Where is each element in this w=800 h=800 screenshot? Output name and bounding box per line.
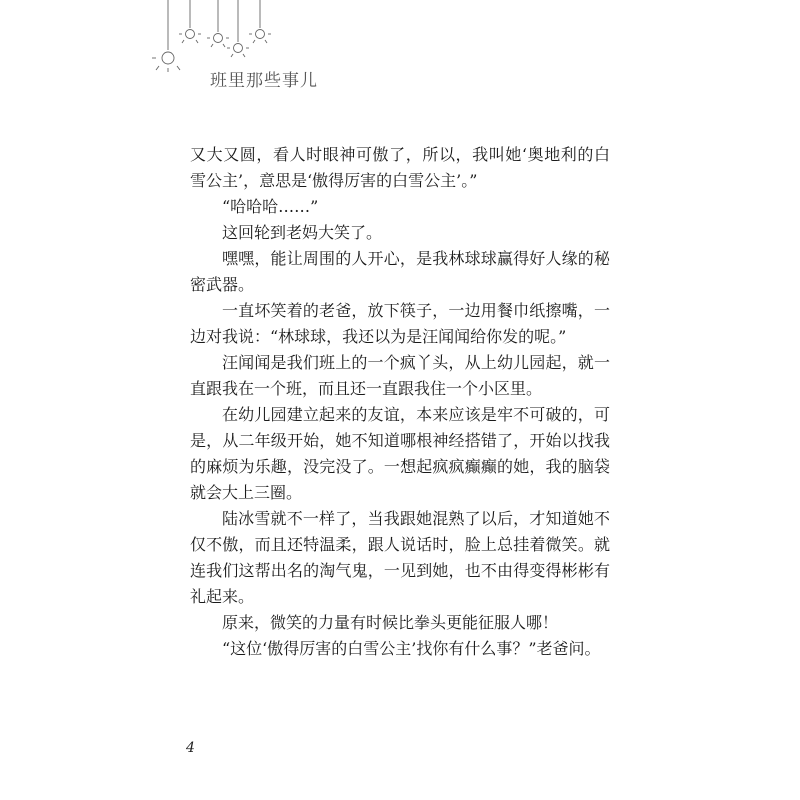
running-header-title: 班里那些事儿 xyxy=(210,71,318,91)
page-number: 4 xyxy=(186,740,195,756)
paragraph: 陆冰雪就不一样了，当我跟她混熟了以后，才知道她不仅不傲，而且还特温柔，跟人说话时，脸上总挂着微笑。就连我们这帮出名的淘气鬼，一见到她，也不由得变得彬彬有礼起来。 xyxy=(190,509,610,606)
paragraph: 原来，微笑的力量有时候比拳头更能征服人哪！ xyxy=(222,613,559,632)
paragraph: 在幼儿园建立起来的友谊，本来应该是牢不可破的，可是，从二年级开始，她不知道哪根神经搭错了，开始以找我的麻烦为乐趣，没完没了。一想起疯疯癫癫的她，我的脑袋就会大上三圈。 xyxy=(190,405,610,502)
paragraph: “哈哈哈……” xyxy=(222,197,319,216)
paragraph: 嘿嘿，能让周围的人开心，是我林球球赢得好人缘的秘密武器。 xyxy=(190,249,610,294)
paragraph: 一直坏笑着的老爸，放下筷子，一边用餐巾纸擦嘴，一边对我说：“林球球，我还以为是汪闻闻给你发的呢。” xyxy=(190,301,610,346)
paragraph: 又大又圆，看人时眼神可傲了，所以，我叫她‘奥地利的白雪公主’，意思是‘傲得厉害的白雪公主’。” xyxy=(190,145,610,190)
paragraph: 汪闻闻是我们班上的一个疯丫头，从上幼儿园起，就一直跟我在一个班，而且还一直跟我住一个小区里。 xyxy=(190,353,610,398)
story-text xyxy=(190,142,610,662)
paragraph: 这回轮到老妈大笑了。 xyxy=(222,223,383,242)
paragraph: “这位‘傲得厉害的白雪公主’找你有什么事？”老爸问。 xyxy=(222,639,601,658)
